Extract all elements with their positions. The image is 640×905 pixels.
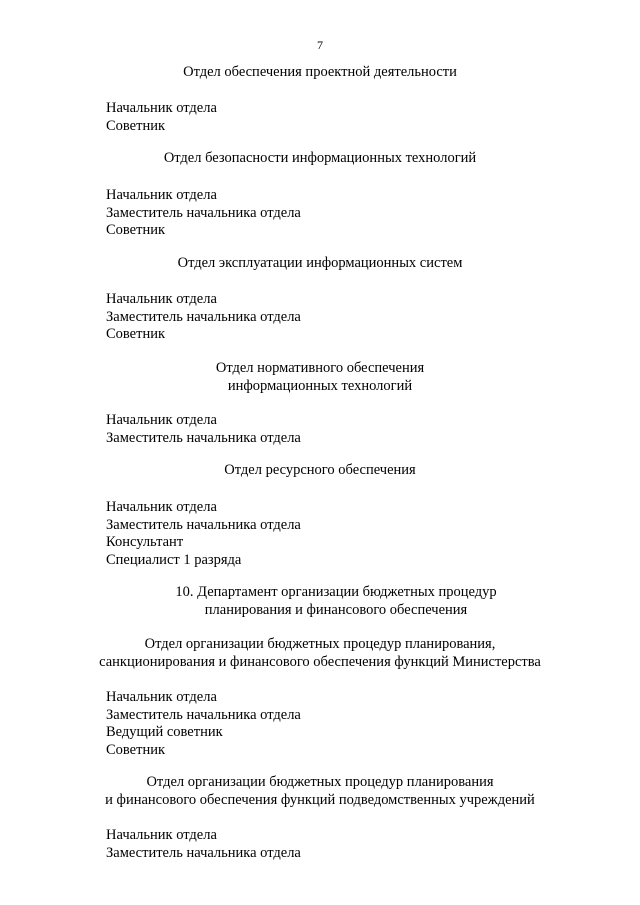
position-list	[106, 689, 301, 759]
position-list	[106, 187, 301, 240]
heading-line: Отдел ресурсного обеспечения	[224, 462, 416, 478]
heading-line: Отдел эксплуатации информационных систем	[177, 255, 463, 271]
position-item: Заместитель начальника отдела	[106, 706, 301, 723]
position-list	[106, 100, 217, 135]
position-item: Начальник отдела	[106, 291, 217, 307]
position-item: Начальник отдела	[106, 827, 217, 843]
position-item: Начальник отдела	[106, 499, 217, 515]
page-number: 7	[317, 38, 323, 52]
position-item: Советник	[106, 117, 166, 134]
position-item: Начальник отдела	[106, 412, 217, 428]
position-item: Начальник отдела	[106, 100, 217, 116]
department-heading	[0, 462, 640, 480]
position-item: Заместитель начальника отдела	[106, 844, 301, 861]
position-item: Начальник отдела	[106, 187, 217, 203]
position-item: Советник	[106, 741, 166, 758]
department-heading	[16, 584, 640, 619]
position-list	[106, 291, 301, 344]
position-item: Заместитель начальника отдела	[106, 308, 301, 325]
heading-line: Отдел организации бюджетных процедур планирования	[146, 774, 494, 790]
position-item: Специалист 1 разряда	[106, 551, 242, 568]
position-item: Ведущий советник	[106, 724, 223, 740]
heading-line: 10. Департамент организации бюджетных процедур	[175, 584, 497, 600]
position-item: Консультант	[106, 534, 184, 550]
heading-line: информационных технологий	[227, 377, 413, 394]
department-heading	[0, 64, 640, 82]
position-item: Начальник отдела	[106, 689, 217, 705]
heading-line: Отдел нормативного обеспечения	[215, 360, 425, 376]
heading-line: планирования и финансового обеспечения	[204, 601, 468, 618]
position-list	[106, 499, 301, 569]
department-heading	[0, 150, 640, 168]
heading-line: Отдел безопасности информационных технологий	[163, 150, 477, 166]
position-item: Заместитель начальника отдела	[106, 516, 301, 533]
department-heading	[0, 774, 640, 809]
department-heading	[0, 636, 640, 671]
position-item: Заместитель начальника отдела	[106, 204, 301, 221]
heading-line: и финансового обеспечения функций подведомственных учреждений	[105, 791, 535, 808]
heading-line: санкционирования и финансового обеспечения функций Министерства	[99, 653, 541, 670]
department-heading	[0, 255, 640, 273]
heading-line: Отдел организации бюджетных процедур планирования,	[144, 636, 496, 652]
position-item: Заместитель начальника отдела	[106, 429, 301, 446]
position-item: Советник	[106, 326, 166, 342]
department-heading	[0, 360, 640, 395]
heading-line: Отдел обеспечения проектной деятельности	[183, 64, 457, 80]
position-item: Советник	[106, 222, 166, 238]
position-list	[106, 412, 301, 447]
position-list	[106, 827, 301, 862]
